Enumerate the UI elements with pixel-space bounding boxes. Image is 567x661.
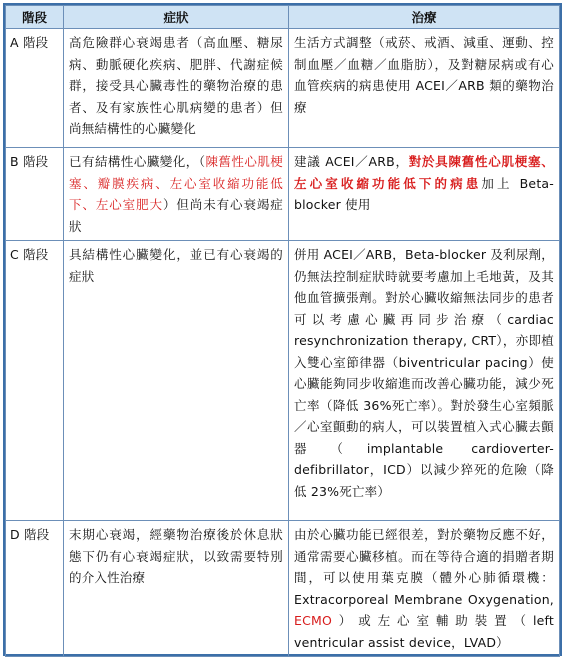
heart-failure-stage-table (5, 5, 560, 657)
symptom-cell (64, 148, 289, 241)
table-frame (3, 3, 562, 656)
cell-text: ）或左心室輔助裝置（left ventricular assist device，LVAD） (294, 613, 554, 650)
highlighted-text: 陳舊性心肌梗塞、瓣膜疾病、左心室收縮功能低下、左心室肥大 (69, 154, 283, 212)
cell-text: 由於心臟功能已經很差，對於藥物反應不好，通常需要心臟移植。而在等待合適的捐贈者期間，可以使用葉克膜（體外心肺循環機：Extracorporeal Membrane Oxygenation, (294, 527, 554, 607)
table-row (6, 521, 560, 657)
table-row (6, 29, 560, 148)
stage-cell: D 階段 (6, 521, 64, 657)
header-symptom: 症狀 (64, 6, 289, 29)
cell-text: ）但尚未有心衰竭症狀 (69, 197, 283, 234)
treatment-cell (289, 521, 560, 657)
stage-cell: C 階段 (6, 241, 64, 521)
highlighted-text: 對於具陳舊性心肌梗塞、左心室收縮功能低下的病患 (294, 154, 554, 191)
header-treatment: 治療 (289, 6, 560, 29)
header-stage: 階段 (6, 6, 64, 29)
treatment-cell (289, 148, 560, 241)
cell-text: 已有結構性心臟變化，（ (69, 154, 206, 169)
treatment-cell (289, 29, 560, 148)
cell-text: 併用 ACEI／ARB，Beta-blocker 及利尿劑，仍無法控制症狀時就要考慮加上毛地黃，及其他血管擴張劑。對於心臟收縮無法同步的患者可以考慮心臟再同步治療（cardiac resynchronization therapy, CRT），亦即植入雙心室節律器（biventricular pacing）使心臟能夠同步收縮進而改善心臟功能，減少死亡率（降低 36%死亡率）。對於發生心室頻脈／心室顫動的病人，可以裝置植入式心臟去顫器（implantable cardioverter-defibrillator，ICD）以減少猝死的危險（降低 23%死亡率） (294, 247, 554, 499)
cell-text: 具結構性心臟變化，並已有心衰竭的症狀 (69, 247, 283, 284)
table-header-row (6, 6, 560, 29)
cell-text: 加上 Beta-blocker 使用 (294, 175, 554, 212)
table-row (6, 148, 560, 241)
stage-cell: A 階段 (6, 29, 64, 148)
cell-text: 高危險群心衰竭患者（高血壓、糖尿病、動脈硬化疾病、肥胖、代謝症候群，接受具心臟毒性的藥物治療的患者、及有家族性心肌病變的患者）但尚無結構性的心臟變化 (69, 35, 283, 136)
symptom-cell (64, 241, 289, 521)
symptom-cell (64, 29, 289, 148)
highlighted-text: ECMO (294, 613, 333, 628)
treatment-cell (289, 241, 560, 521)
cell-text: 建議 ACEI／ARB， (294, 154, 409, 169)
cell-text: 生活方式調整（戒菸、戒酒、減重、運動、控制血壓／血糖／血脂肪），及對糖尿病或有心血管疾病的病患使用 ACEI／ARB 類的藥物治療 (294, 35, 554, 115)
table-row (6, 241, 560, 521)
stage-cell: B 階段 (6, 148, 64, 241)
symptom-cell (64, 521, 289, 657)
cell-text: 末期心衰竭，經藥物治療後於休息狀態下仍有心衰竭症狀，以致需要特別的介入性治療 (69, 527, 283, 585)
